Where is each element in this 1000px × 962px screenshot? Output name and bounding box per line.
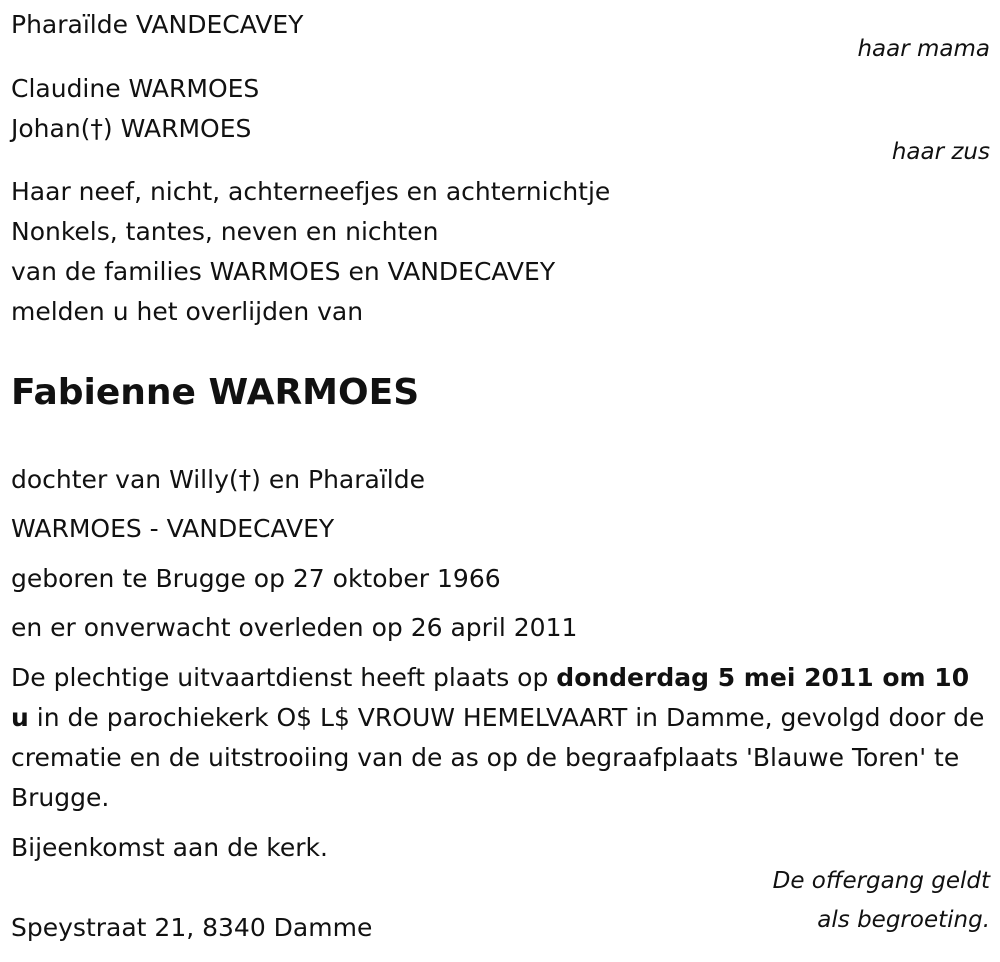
sibling-role: haar zus <box>891 139 990 165</box>
sibling-claudine: Claudine WARMOES <box>11 74 260 103</box>
address: Speystraat 21, 8340 Damme <box>11 913 373 942</box>
service-paragraph <box>11 658 991 818</box>
mother-name: Pharaïlde VANDECAVEY <box>11 10 304 39</box>
deceased-name: Fabienne WARMOES <box>11 372 420 413</box>
service-intro: De plechtige uitvaartdienst heeft plaats op <box>11 663 557 692</box>
parents-surnames: WARMOES - VANDECAVEY <box>11 514 335 543</box>
family-line-4: melden u het overlijden van <box>11 297 364 326</box>
offering-line-1: De offergang geldt <box>772 868 990 894</box>
family-line-2: Nonkels, tantes, neven en nichten <box>11 217 439 246</box>
family-line-3: van de families WARMOES en VANDECAVEY <box>11 257 556 286</box>
parents-line: dochter van Willy(†) en Pharaïlde <box>11 465 425 494</box>
service-details: in de parochiekerk O$ L$ VROUW HEMELVAART in Damme, gevolgd door de crematie en de uitstrooiing van de as op de begraafplaats 'Blauwe Toren' te Brugge. <box>11 703 985 812</box>
offering-line-2: als begroeting. <box>817 907 990 933</box>
family-line-1: Haar neef, nicht, achterneefjes en achternichtje <box>11 177 611 206</box>
sibling-johan: Johan(†) WARMOES <box>11 114 252 143</box>
gathering-note: Bijeenkomst aan de kerk. <box>11 833 328 862</box>
birth-line: geboren te Brugge op 27 oktober 1966 <box>11 564 501 593</box>
death-line: en er onverwacht overleden op 26 april 2011 <box>11 613 578 642</box>
mother-role: haar mama <box>857 36 990 62</box>
service-datetime: donderdag 5 mei 2011 om 10 u <box>11 663 970 732</box>
